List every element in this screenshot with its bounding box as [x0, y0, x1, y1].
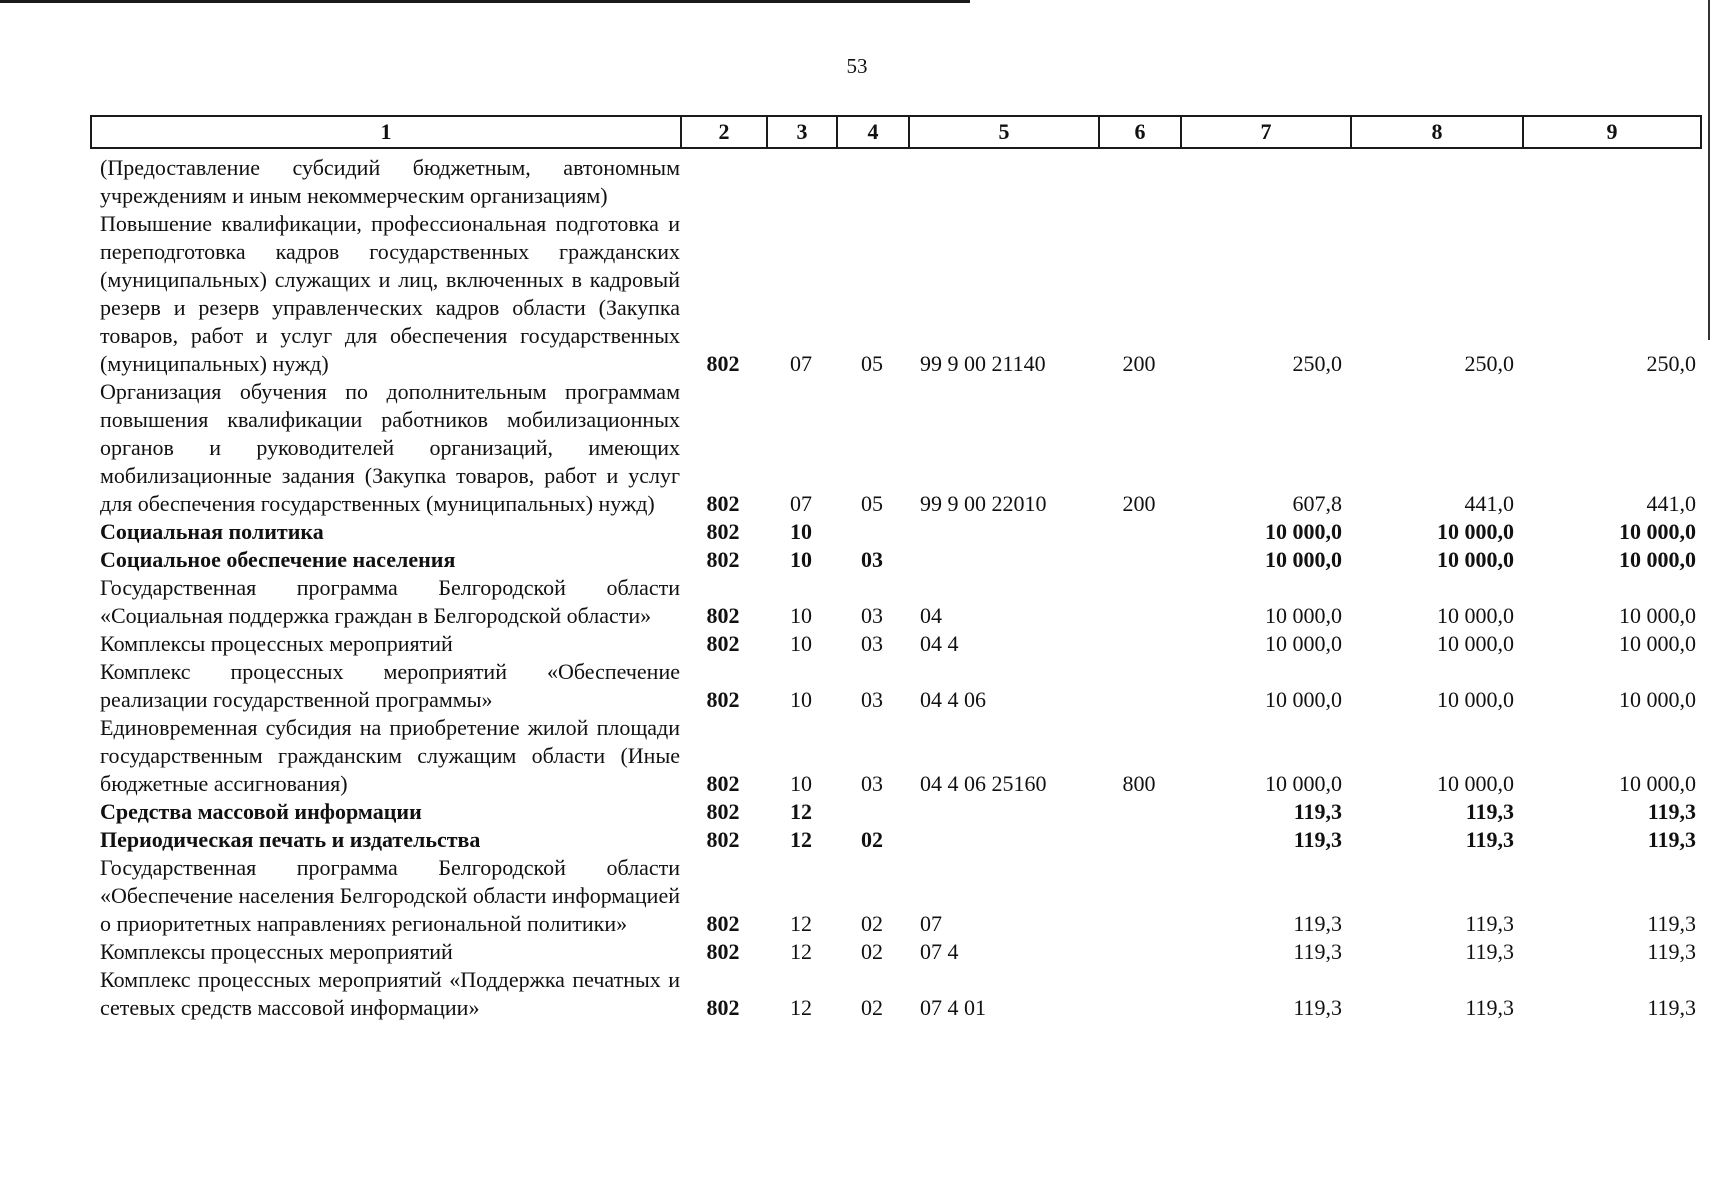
target-article-code: 07 4 — [920, 939, 959, 964]
target-article-code: 04 4 06 — [920, 687, 986, 712]
amount-col-7: 119,3 — [1293, 799, 1342, 824]
target-article-code: 07 4 01 — [920, 995, 986, 1020]
target-article-code: 07 — [920, 911, 942, 936]
page-number: 53 — [846, 54, 868, 78]
ministry-code: 802 — [706, 491, 740, 516]
table-row — [90, 658, 1700, 714]
table-row — [90, 714, 1700, 798]
subsection-code: 03 — [861, 547, 883, 572]
header-col-8: 8 — [1351, 116, 1523, 148]
amount-col-8: 10 000,0 — [1437, 519, 1514, 544]
header-row — [91, 116, 1701, 148]
amount-col-9: 119,3 — [1647, 799, 1696, 824]
subsection-code: 03 — [861, 631, 883, 656]
header-col-9: 9 — [1523, 116, 1701, 148]
subsection-code: 02 — [861, 995, 883, 1020]
section-code: 10 — [790, 631, 812, 656]
amount-col-8: 10 000,0 — [1437, 603, 1514, 628]
amount-col-9: 10 000,0 — [1619, 687, 1696, 712]
amount-col-9: 10 000,0 — [1619, 547, 1696, 572]
row-name: Государственная программа Белгородской области «Обеспечение населения Белгородской области информацией о приоритетных направлениях региональной политики» — [100, 855, 680, 936]
row-name: (Предоставление субсидий бюджетным, автономным учреждениям и иным некоммерческим организациям) — [100, 155, 680, 208]
table-row — [90, 378, 1700, 518]
section-code: 10 — [790, 603, 812, 628]
ministry-code: 802 — [706, 351, 740, 376]
row-name: Социальная политика — [100, 519, 324, 544]
row-name: Повышение квалификации, профессиональная подготовка и переподготовка кадров государственных гражданских (муниципальных) служащих и лиц, включенных в кадровый резерв и резерв управленческих кадров области (Закупка товаров, работ и услуг для обеспечения государственных (муниципальных) нужд) — [100, 211, 680, 376]
amount-col-7: 10 000,0 — [1265, 631, 1342, 656]
table-row — [90, 798, 1700, 826]
expense-type-code: 200 — [1122, 491, 1156, 516]
row-name: Средства массовой информации — [100, 799, 422, 824]
section-code: 07 — [790, 351, 812, 376]
table-row — [90, 826, 1700, 854]
amount-col-7: 119,3 — [1293, 939, 1342, 964]
table-row — [90, 574, 1700, 630]
target-article-code: 04 4 06 25160 — [920, 771, 1047, 796]
amount-col-7: 119,3 — [1293, 995, 1342, 1020]
target-article-code: 99 9 00 21140 — [920, 351, 1046, 376]
amount-col-8: 119,3 — [1465, 827, 1514, 852]
subsection-code: 02 — [861, 939, 883, 964]
amount-col-7: 10 000,0 — [1265, 519, 1342, 544]
amount-col-7: 10 000,0 — [1265, 771, 1342, 796]
ministry-code: 802 — [706, 687, 740, 712]
ministry-code: 802 — [706, 939, 740, 964]
row-name: Комплексы процессных мероприятий — [100, 631, 453, 656]
amount-col-7: 10 000,0 — [1265, 603, 1342, 628]
top-rule — [0, 0, 970, 3]
row-name: Социальное обеспечение населения — [100, 547, 456, 572]
header-col-6: 6 — [1099, 116, 1181, 148]
row-name: Комплексы процессных мероприятий — [100, 939, 453, 964]
ministry-code: 802 — [706, 519, 740, 544]
header-col-3: 3 — [767, 116, 837, 148]
target-article-code: 99 9 00 22010 — [920, 491, 1047, 516]
ministry-code: 802 — [706, 799, 740, 824]
target-article-code: 04 4 — [920, 631, 959, 656]
expense-type-code: 800 — [1122, 771, 1156, 796]
amount-col-8: 119,3 — [1465, 995, 1514, 1020]
row-name: Комплекс процессных мероприятий «Обеспечение реализации государственной программы» — [100, 659, 680, 712]
amount-col-9: 10 000,0 — [1619, 519, 1696, 544]
table-row — [90, 154, 1700, 210]
amount-col-8: 441,0 — [1464, 491, 1514, 516]
section-code: 12 — [790, 995, 812, 1020]
section-code: 10 — [790, 687, 812, 712]
row-name: Организация обучения по дополнительным программам повышения квалификации работников мобилизационных органов и руководителей организаций, имеющих мобилизационные задания (Закупка товаров, работ и услуг для обеспечения государственных (муниципальных) нужд) — [100, 379, 680, 516]
subsection-code: 02 — [861, 911, 883, 936]
amount-col-9: 119,3 — [1647, 911, 1696, 936]
amount-col-7: 10 000,0 — [1265, 687, 1342, 712]
section-code: 10 — [790, 771, 812, 796]
header-col-4: 4 — [837, 116, 909, 148]
amount-col-7: 10 000,0 — [1265, 547, 1342, 572]
table-row — [90, 938, 1700, 966]
amount-col-9: 119,3 — [1647, 827, 1696, 852]
subsection-code: 03 — [861, 687, 883, 712]
table-row — [90, 518, 1700, 546]
ministry-code: 802 — [706, 995, 740, 1020]
table-row — [90, 854, 1700, 938]
subsection-code: 03 — [861, 603, 883, 628]
column-header-table — [90, 115, 1702, 149]
ministry-code: 802 — [706, 603, 740, 628]
section-code: 12 — [790, 827, 812, 852]
section-code: 10 — [790, 519, 812, 544]
subsection-code: 03 — [861, 771, 883, 796]
amount-col-9: 10 000,0 — [1619, 603, 1696, 628]
subsection-code: 05 — [861, 351, 883, 376]
table-row — [90, 966, 1700, 1022]
ministry-code: 802 — [706, 771, 740, 796]
amount-col-8: 10 000,0 — [1437, 687, 1514, 712]
section-code: 10 — [790, 547, 812, 572]
table-row — [90, 546, 1700, 574]
amount-col-8: 10 000,0 — [1437, 771, 1514, 796]
amount-col-8: 119,3 — [1465, 939, 1514, 964]
amount-col-7: 119,3 — [1293, 827, 1342, 852]
row-name: Комплекс процессных мероприятий «Поддержка печатных и сетевых средств массовой информации» — [100, 967, 680, 1020]
amount-col-9: 441,0 — [1646, 491, 1696, 516]
row-name: Государственная программа Белгородской области «Социальная поддержка граждан в Белгородской области» — [100, 575, 680, 628]
table-row — [90, 210, 1700, 378]
amount-col-8: 119,3 — [1465, 911, 1514, 936]
header-col-5: 5 — [909, 116, 1099, 148]
right-edge-rule — [1708, 0, 1710, 340]
row-name: Периодическая печать и издательства — [100, 827, 481, 852]
amount-col-9: 250,0 — [1646, 351, 1696, 376]
section-code: 12 — [790, 799, 812, 824]
section-code: 12 — [790, 939, 812, 964]
ministry-code: 802 — [706, 631, 740, 656]
amount-col-8: 10 000,0 — [1437, 547, 1514, 572]
ministry-code: 802 — [706, 911, 740, 936]
header-col-1: 1 — [91, 116, 681, 148]
ministry-code: 802 — [706, 827, 740, 852]
header-col-7: 7 — [1181, 116, 1351, 148]
amount-col-9: 10 000,0 — [1619, 631, 1696, 656]
section-code: 07 — [790, 491, 812, 516]
amount-col-8: 119,3 — [1465, 799, 1514, 824]
header-col-2: 2 — [681, 116, 767, 148]
amount-col-7: 250,0 — [1292, 351, 1342, 376]
amount-col-7: 607,8 — [1292, 491, 1342, 516]
amount-col-8: 250,0 — [1464, 351, 1514, 376]
table-row — [90, 630, 1700, 658]
amount-col-8: 10 000,0 — [1437, 631, 1514, 656]
amount-col-9: 10 000,0 — [1619, 771, 1696, 796]
amount-col-7: 119,3 — [1293, 911, 1342, 936]
table-body — [90, 154, 1700, 1022]
expense-type-code: 200 — [1122, 351, 1156, 376]
ministry-code: 802 — [706, 547, 740, 572]
subsection-code: 02 — [861, 827, 883, 852]
section-code: 12 — [790, 911, 812, 936]
amount-col-9: 119,3 — [1647, 939, 1696, 964]
subsection-code: 05 — [861, 491, 883, 516]
amount-col-9: 119,3 — [1647, 995, 1696, 1020]
row-name: Единовременная субсидия на приобретение жилой площади государственным гражданским служащим области (Иные бюджетные ассигнования) — [100, 715, 680, 796]
target-article-code: 04 — [920, 603, 942, 628]
